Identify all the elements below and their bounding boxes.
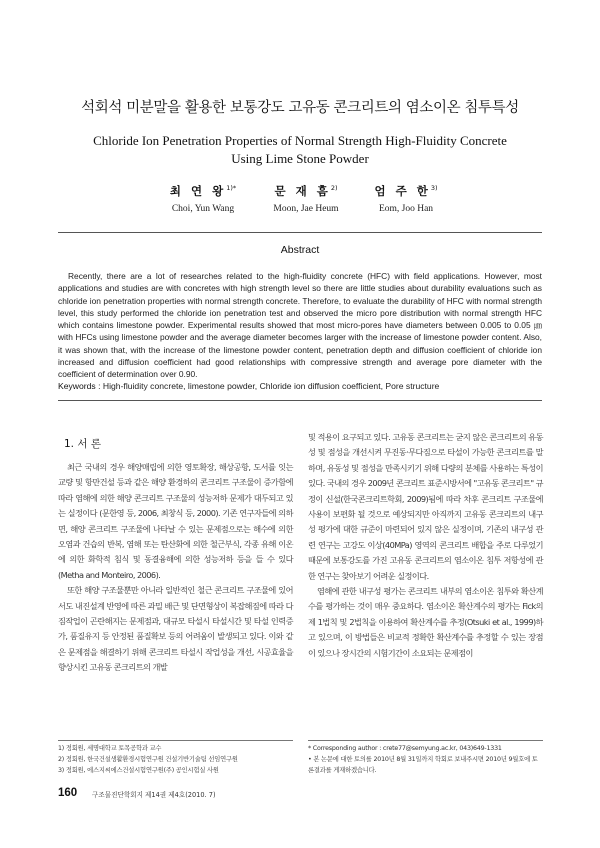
keywords-line [58,381,542,391]
title-english-line-2: Using Lime Stone Powder [231,151,369,166]
author-3 [341,183,471,214]
footnotes-left [58,744,293,776]
title-korean: 석회석 미분말을 활용한 보통강도 고유동 콘크리트의 염소이온 침투특성 [81,100,519,116]
body-column-right [308,430,543,661]
keywords-label: Keywords [58,381,96,391]
title-english [70,132,530,168]
body-paragraph: 또한 해양 구조물뿐만 아니라 일반적인 철근 콘크리트 구조물에 있어서도 내진설계 반영에 따른 과밀 배근 및 단면형상이 복잡해짐에 따라 다짐작업이 곤란해지는 문제점과, 대규모 타설시 타설시간 및 타설 인력증가, 품질유지 등 안정된 품질확보 등의 어려움이 발생되고 있다. 이와 같은 문제점을 해결하기 위해 콘크리트 타설시 작업성을 개선, 시공효율을 향상시킨 고유동 콘크리트의 개발 [58,585,293,673]
author-1-affil-mark: 1)* [226,184,237,193]
abstract-top-rule [58,232,542,233]
author-2-name-ko: 문 재 흠 [274,184,331,198]
author-1-name-ko: 최 연 왕 [169,184,227,198]
footnote-rule-left [58,740,293,741]
body-paragraph: 및 적용이 요구되고 있다. 고유동 콘크리트는 굳지 않은 콘크리트의 유동성 및 점성을 개선시켜 무진동·무다짐으로 타설이 가능한 콘크리트를 말하며, 유동성 및 점성을 만족시키기 위해 다량의 분체를 사용하는 특성이 있다. 국내의 경우 2009년 콘크리트 표준시방서에 "고유동 콘크리트" 규정이 신설(한국콘크리트학회, 2009)됨에 따라 차후 콘크리트 구조물에 사용이 보편화 될 것으로 예상되지만 아직까지 고유동 콘크리트의 내구성 평가에 대한 규준이 마련되어 있지 않은 실정이며, 기존의 내구성 관련 연구는 고강도 이상(40MPa) 영역의 콘크리트 배합을 주로 다루었기 때문에 보통강도를 가진 고유동 콘크리트의 염소이온 침투 저항성에 관한 연구는 찾아보기 어려운 실정이다. [308,432,543,581]
discussion-note: • 본 논문에 대한 토의를 2010년 8월 31일까지 학회로 보내주시면 2010년 9월호에 토론결과를 게재하겠습니다. [308,755,538,774]
journal-reference: 구조물진단학회지 제14권 제4호(2010. 7) [92,791,216,799]
author-1-name-en: Choi, Yun Wang [171,204,235,214]
footnote-item: 1) 정회원, 세명대학교 토목공학과 교수 [58,745,162,752]
abstract-text: Recently, there are a lot of researches related to the high-fluidity concrete (HFC) with field applications. However, most applications and studies are with concretes with high strength level so there are little studies about durability evaluations such as chloride ion penetration properties with normal strength concrete. Therefore, to evaluate the durability of HFC with normal strength level, this study performed the chloride ion penetration test and observed the micro pore distribution with normal strength HFC which contains limestone powder. Experimental results showed that most micro-pores have diameters between 0.005 to 0.05 ㎛ with HFCs using limestone powder and the average diameter becomes larger with the increase of limestone powder content. Also, it was shown that, with the increase of the limestone powder content, penetration depth and diffusion coefficient of chloride ion increased and diffusion coefficient had good relationships with compressive strength and average pore diameter with the coefficient of determination over 0.90. [58,271,542,380]
corresponding-author-note: * Corresponding author : crete77@semyung.ac.kr, 043)649-1331 [308,745,502,752]
body-paragraph: 최근 국내의 경우 해양매립에 의한 영토확장, 해상공항, 도서를 잇는 교량 및 항만건설 등과 같은 해양 환경하의 콘크리트 구조물이 증가함에 따라 염해에 의한 해양 콘크리트 구조물의 성능저하 문제가 대두되고 있는 실정이다 (문한영 등, 2006, 최창식 등, 2000). 기존 연구자들에 의하면, 해양 콘크리트 구조물에 나타날 수 있는 문제점으로는 해수에 의한 오염과 건습의 반복, 염해 또는 탄산화에 의한 철근부식, 각종 유해 이온에 의한 화학적 침식 및 동결융해에 의한 성능저하 등을 들 수 있다 (Metha and Monteiro, 2006). [58,462,293,580]
author-3-affil-mark: 3) [430,184,438,193]
author-2-affil-mark: 2) [330,184,338,193]
keywords-text: : High-fluidity concrete, limestone powder, Chloride ion diffusion coefficient, Pore structure [95,381,440,391]
footnote-item: 2) 정회원, 한국건설생활환경시험연구원 건설기반기술팀 선임연구원 [58,755,238,763]
title-english-line-1: Chloride Ion Penetration Properties of Normal Strength High-Fluidity Concrete [93,133,507,148]
section-heading-introduction: 1. 서 론 [64,438,101,450]
author-3-name-ko: 엄 주 한 [374,184,431,198]
footnote-item: 3) 정회원, 에스지씨에스건설시험연구원(주) 공인시험실 사원 [58,766,219,774]
abstract-heading: Abstract [280,244,320,256]
footnote-rule-right [308,740,543,741]
abstract-bottom-rule [58,400,542,401]
footnotes-right [308,744,543,776]
body-column-left [58,460,293,676]
author-2-name-en: Moon, Jae Heum [273,204,339,214]
page-number: 160 [58,787,78,799]
author-3-name-en: Eom, Joo Han [378,204,434,214]
body-paragraph: 염해에 관한 내구성 평가는 콘크리트 내부의 염소이온 침투와 확산계수를 평가하는 것이 매우 중요하다. 염소이온 확산계수의 평가는 Fick의 제 1법칙 및 2법칙을 이용하여 확산계수를 추정(Otsuki et al., 1999)하고 있으며, 이 방법들은 비교적 정확한 확산계수를 추정할 수 있는 장점이 있으나 장시간의 시험기간이 소요되는 문제점이 [308,586,543,658]
